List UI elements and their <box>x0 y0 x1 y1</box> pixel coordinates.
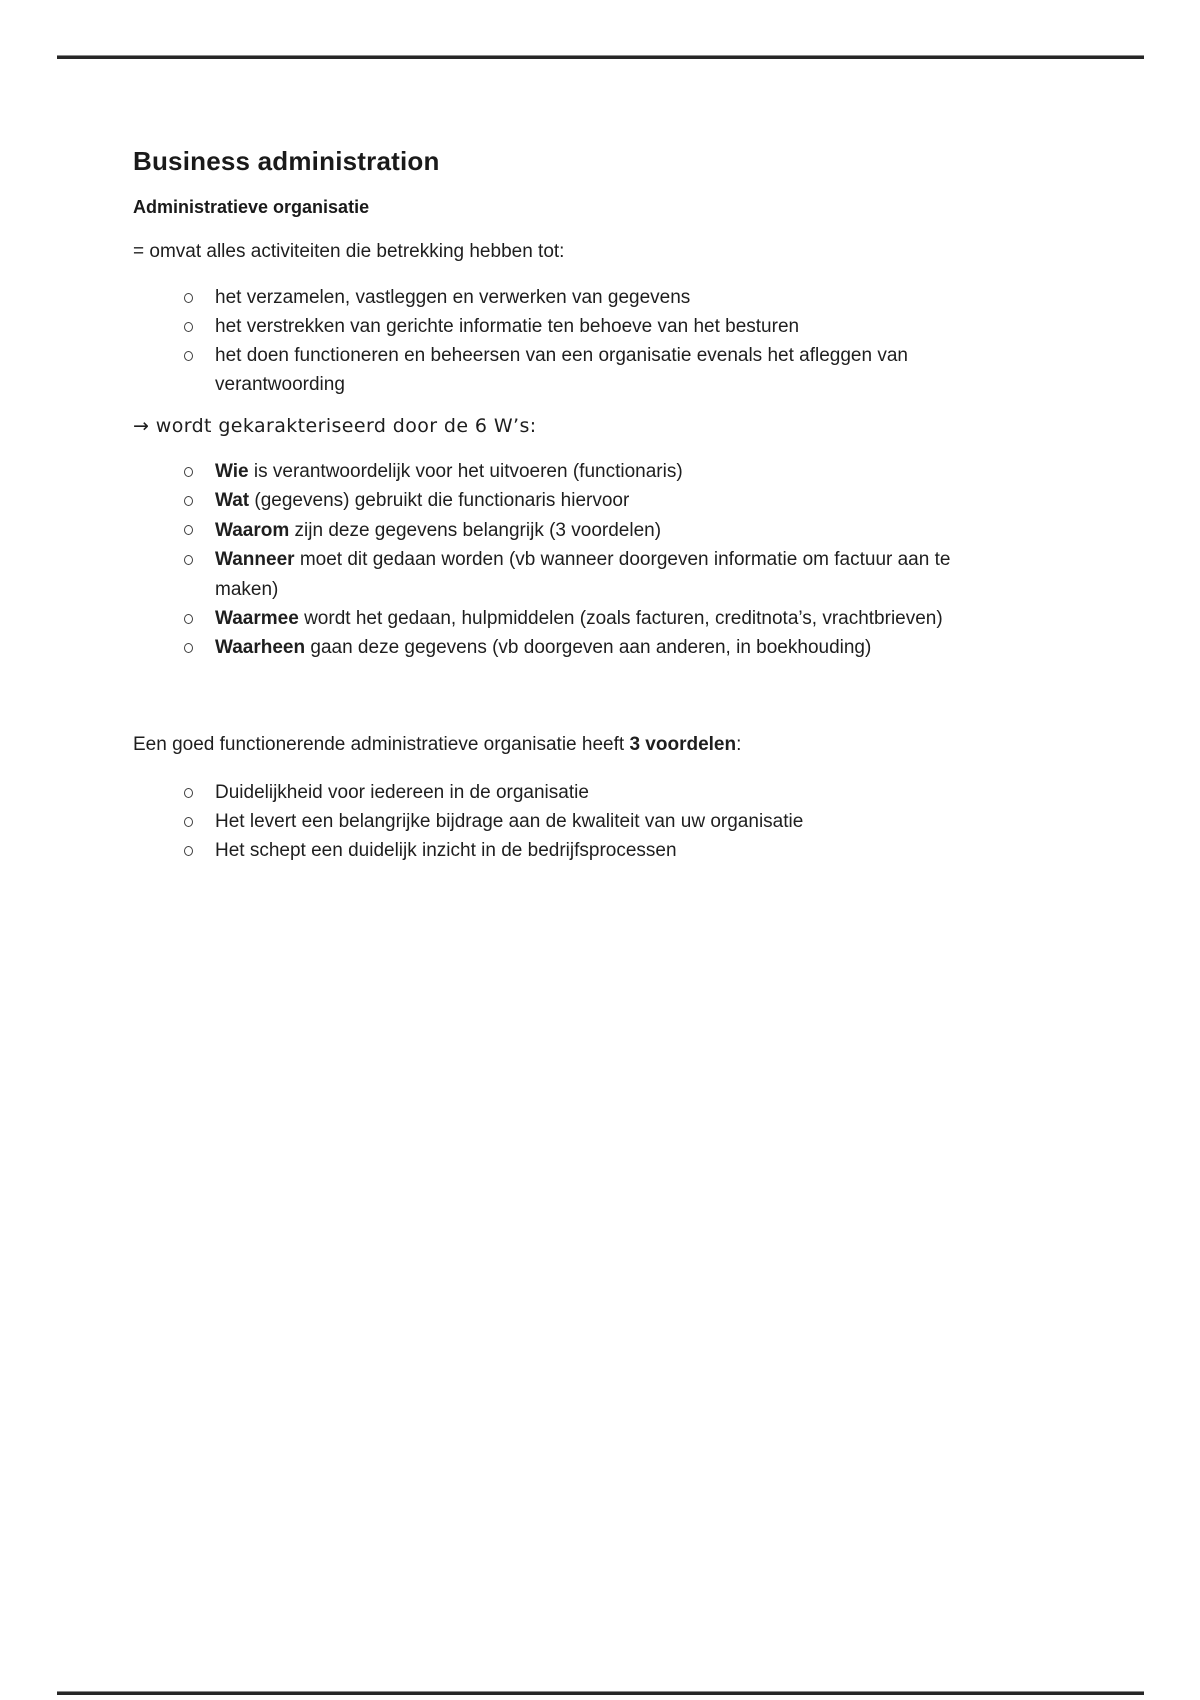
list-item-text: het doen functioneren en beheersen van een organisatie evenals het afleggen van verantwoording <box>215 345 908 395</box>
arrow-paragraph: → wordt gekarakteriseerd door de 6 W’s: <box>133 415 537 437</box>
bullet-icon <box>184 555 193 565</box>
list-item-text: het verzamelen, vastleggen en verwerken van gegevens <box>215 287 691 308</box>
list-item-text: wordt het gedaan, hulpmiddelen (zoals facturen, creditnota’s, vrachtbrieven) <box>298 608 943 630</box>
list-item-text: gaan deze gegevens (vb doorgeven aan anderen, in boekhouding) <box>305 637 872 659</box>
list-item-text: zijn deze gegevens belangrijk (3 voordelen) <box>289 519 662 541</box>
list-item-lead: Wat <box>215 490 250 512</box>
list-item <box>133 341 966 399</box>
list-item-text: het verstrekken van gerichte informatie ten behoeve van het besturen <box>215 316 800 337</box>
list-item <box>133 457 966 486</box>
list-item-text: is verantwoordelijk voor het uitvoeren (functionaris) <box>248 461 683 482</box>
intro-paragraph: = omvat alles activiteiten die betrekking hebben tot: <box>133 241 565 262</box>
bullet-icon <box>184 322 193 332</box>
list-item-text: Het schept een duidelijk inzicht in de bedrijfsprocessen <box>215 840 677 861</box>
benefits-text-pre: Een goed functionerende administratieve organisatie heeft <box>133 734 630 755</box>
bullet-icon <box>184 817 193 827</box>
list-item-lead: Waarheen <box>215 637 306 659</box>
six-w-list <box>133 457 966 663</box>
activities-list <box>133 283 966 399</box>
list-item-lead: Wie <box>215 461 249 482</box>
list-item-text: (gegevens) gebruikt die functionaris hiervoor <box>249 490 630 512</box>
benefits-text-post: : <box>736 734 742 755</box>
list-item <box>133 486 966 515</box>
page-title: Business administration <box>133 146 440 176</box>
list-item <box>133 633 966 662</box>
bullet-icon <box>184 846 193 856</box>
list-item <box>133 778 966 807</box>
list-item <box>133 545 966 604</box>
bullet-icon <box>184 643 193 653</box>
benefits-paragraph <box>133 730 968 759</box>
list-item <box>133 312 966 341</box>
bullet-icon <box>184 525 193 535</box>
page-border-bottom <box>57 1691 1144 1695</box>
list-item-lead: Wanneer <box>215 549 295 571</box>
list-item <box>133 807 966 836</box>
benefits-list <box>133 778 966 865</box>
bullet-icon <box>184 614 193 624</box>
list-item-text: Duidelijkheid voor iedereen in de organisatie <box>215 782 589 803</box>
list-item <box>133 516 966 545</box>
list-item-lead: Waarmee <box>215 608 299 630</box>
list-item <box>133 836 966 865</box>
bullet-icon <box>184 467 193 477</box>
list-item <box>133 604 966 633</box>
bullet-icon <box>184 788 193 798</box>
list-item-lead: Waarom <box>215 519 290 541</box>
section-heading: Administratieve organisatie <box>133 197 370 217</box>
list-item-text: Het levert een belangrijke bijdrage aan de kwaliteit van uw organisatie <box>215 811 804 832</box>
list-item-text: moet dit gedaan worden (vb wanneer doorgeven informatie om factuur aan te maken) <box>215 549 951 600</box>
bullet-icon <box>184 293 193 303</box>
bullet-icon <box>184 351 193 361</box>
benefits-text-bold: 3 voordelen <box>629 734 737 755</box>
bullet-icon <box>184 496 193 506</box>
page-border-top <box>57 55 1144 59</box>
list-item <box>133 283 966 312</box>
